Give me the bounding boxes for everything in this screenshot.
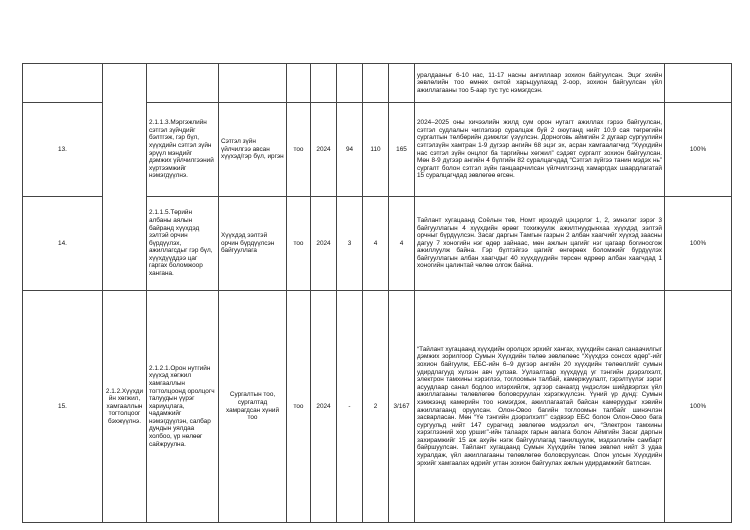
report-cell (415, 103, 665, 197)
row-number-text: 14. (58, 239, 67, 247)
year-text: 2024 (316, 145, 331, 153)
report-cell (415, 291, 665, 523)
report-table (22, 63, 732, 523)
target-cell (363, 291, 389, 523)
baseline-text: 3 (347, 239, 352, 247)
row-number-text: 15. (58, 402, 67, 410)
actual-cell (389, 64, 415, 103)
unit-cell (287, 103, 311, 197)
percent-text: 100% (689, 402, 707, 410)
year-cell (311, 197, 337, 291)
activity-text: 2.1.2.1.Орон нутгийн хүүхэд хөгжил хамгааллын тогтолцоонд оролцогч талуудын үүрэг хариуцлага, чадамжийг нэмэгдүүлэн, салбар дундын уялдаа холбоо, үр нөлөөг сайжруулна. (149, 364, 215, 448)
activity-text: 2.1.1.5.Төрийн албаны аялын байранд хүүхдэд зэлтэй орчин бүрдүүлэх, ажиллагсдыг гэр бүл, хүүхдүүддээ цаг гаргах боломжоор хангана. (149, 209, 213, 278)
activity-text: 2.1.1.3.Мэргэжлийн сэтгэл зүйчдийг бэлтгэж, гэр бүл, хүүхдийн сэтгэл зүйн эрүүл мэндийг дэмжих үйлчилгээний хүртээмжийг нэмэгдүүлнэ. (149, 119, 214, 180)
row-number (23, 291, 103, 523)
indicator-text: Сэтгэл зүйн үйлчилгээ авсан хүүхэд/гэр бүл, иргэн (221, 138, 284, 161)
target-text: 110 (370, 145, 381, 153)
activity-cell (147, 291, 219, 523)
unit-cell (287, 197, 311, 291)
year-cell (311, 291, 337, 523)
unit-text: тоо (293, 145, 304, 153)
goal-text: 2.1.2.Хүүхдийн хөгжил, хамгааллын тогтолцоог бэхжүүлнэ. (105, 387, 144, 425)
target-cell (363, 197, 389, 291)
target-text: 4 (373, 239, 378, 247)
actual-text: 165 (396, 145, 407, 153)
actual-cell (389, 197, 415, 291)
unit-text: тоо (293, 239, 304, 247)
row-number (23, 197, 103, 291)
year-text: 2024 (316, 239, 331, 247)
target-cell (363, 64, 389, 103)
goal-cell (103, 291, 147, 523)
indicator-cell (219, 197, 287, 291)
baseline-cell (337, 103, 363, 197)
unit-text: тоо (293, 402, 304, 410)
report-text: “Тайлант хугацаанд хүүхдийн оролцох эрхийг хангах, хүүхдийн санал санаачилгыг дэмжих зорилгоор Сумын Хүүхдийн төлөө зөвлөлөөс “Хүүхдээ сонсох өдөр”-ийг зохион байгуулж, ЕБС-ийн 6–9 дүгээр ангийн 20 хүүхдийн төлөөллийг сумын удирдлагууд хүлээн авч уулзав. Уулзалтаар хүүхдүүд уг тэнгийн дээрэлхэлт, электрон тамхины хэрэглээ, тоглоомын талбай, камержуулалт, гэрэлтүүлэг зэрэг асуудлаар санал бодлоо илэрхийлж, эдгээр санаатд үндэслэн шийдвэрлэх үйл ажиллагааны төлөвлөгөө боловсруулан хэрэгжүүлсэн. Үүний үр дүнд: Сумын хэмжээнд камерийн тоо нэмэгдэж, ажиллагаатай байсан камеруудыг хэвийн ажиллагаанд оруулсан. Олон-Овоо багийн тоглоомын талбайг шинэчлэн засварласан. Мөн “Үе тэнгийн дээрэлхэлт” сэдвээр ЕБС болон Олон-Овоо бага сургуульд нийт 147 сурагчид зөвлөгөө мэдээлэл өгч, “Электрон тамхины хэрэглээний хор уршиг”-ийн талаарх гарын авлага болон Аймгийн Засаг даргын захирамжийг 15 аж ахуйн нэгж байгууллагад танилцуулж, мэдээллийн самбарт байршуулсан. Тайлант хугацаанд Сумын Хүүхдийн төлөө зөвлөл нийт 3 удаа хуралдаж, үйл ажиллагааны төлөвлөгөө боловсруулсан. Олон улсын Хүүхдийн эрхийг хамгаалах өдрийг угтан зохион байгуулах ажлын удирдамжийг батлсан. (417, 345, 662, 467)
table-row (23, 64, 732, 103)
year-cell (311, 103, 337, 197)
report-text: уралдааныг 6-10 нас, 11-17 насны ангиллаар зохион байгуулсан. Эцэг эхийн зөвлөлийн тоо өмнөх онтой харьцуулахад 2-оор, зохион байгуулсан үйл ажиллагааны тоо 5-аар тус тус нэмэгдсэн. (417, 71, 662, 94)
activity-cell (147, 197, 219, 291)
target-text: 2 (373, 402, 378, 410)
row-number (23, 103, 103, 197)
unit-cell (287, 291, 311, 523)
report-text: Тайлант хугацаанд Соёлын төв, Номт ирээдүй цэцэрлэг 1, 2, эмнэлэг зэрэг 3 байгууллагын 4 хүүхдийн өрөөг тохижуулж ажилтнуудынхаа хүүхдэд ээлтэй орчныг бүрдүүлсэн. Засаг даргын Тамгын газрын 2 албан хаагчийг хүүхэд заасны дагуу 7 хоногийн нэг өдөр зайнаас, мөн ажлын цагийг нэг цагаар богиносгож ажиллуулж байна. Гэр бүлтэйгээ цагийг өнгөрөөх боломжийг бүрдүүлэх байгууллагын албан хаагчдыг 40 хүүхдүүдийн төрсөн өдрөөр албан хаагчдад 1 хоногийн цалинтай чөлөө олгож байна. (417, 216, 662, 270)
activity-cell (147, 103, 219, 197)
report-cell (415, 64, 665, 103)
percent-cell (665, 64, 732, 103)
actual-text: 3/167 (393, 402, 410, 410)
percent-cell (665, 103, 732, 197)
baseline-cell (337, 197, 363, 291)
percent-cell (665, 291, 732, 523)
year-cell (311, 64, 337, 103)
baseline-text: - (348, 402, 351, 410)
baseline-cell (337, 64, 363, 103)
indicator-cell (219, 291, 287, 523)
indicator-text: Хүүхдэд ээлтэй орчин бүрдүүлсэн байгууллага (221, 232, 275, 255)
percent-cell (665, 197, 732, 291)
activity-cell (147, 64, 219, 103)
target-cell (363, 103, 389, 197)
table-row (23, 291, 732, 523)
actual-text: 4 (399, 239, 404, 247)
goal-cell-empty (103, 64, 147, 291)
unit-cell (287, 64, 311, 103)
row-number-text: 13. (58, 145, 67, 153)
report-cell (415, 197, 665, 291)
year-text: 2024 (316, 402, 331, 410)
baseline-cell (337, 291, 363, 523)
row-number (23, 64, 103, 103)
actual-cell (389, 291, 415, 523)
indicator-cell (219, 64, 287, 103)
report-text: 2024–2025 оны хичээлийн жилд сум орон нутагт ажиллах гэрээ байгуулсан, сэтгэл судлалын чиглэлээр суралцаж буй 2 оюутанд нийт 10.9 сая төгрөгийн сургалтын төлбөрийн дэмжлэг үзүүлсэн. Дорноговь аймгийн 2 дугаар сургуулийн сэтгэлзүйн хамтран 1-9 дүгээр ангийн 68 эцэг эх, асран хамгаалагчид “Хүүхдийн нас сэтгэл зүйн онцлог ба таргийны хөгжил” сэдэвт сургалт зохион байгуулсан. Мөн 8-9 дүгээр ангийн 4 бүлгийн 82 суралцагчдад “Сэтгэл зүйгээ танин мэдэх нь” сургалт болон сэтгэл зүйн ганцаарчилсан үйлчилгээнд хамаргдах шаардлагатай 15 суралцагчдад зөвлөгөө өгсөн. (417, 119, 662, 180)
percent-text: 100% (689, 145, 707, 153)
indicator-text: Сургалтын тоо, сургалтад хамрагдсан хүний тоо (225, 391, 280, 422)
indicator-cell (219, 103, 287, 197)
actual-cell (389, 103, 415, 197)
percent-text: 100% (689, 239, 707, 247)
baseline-text: 94 (345, 145, 354, 153)
